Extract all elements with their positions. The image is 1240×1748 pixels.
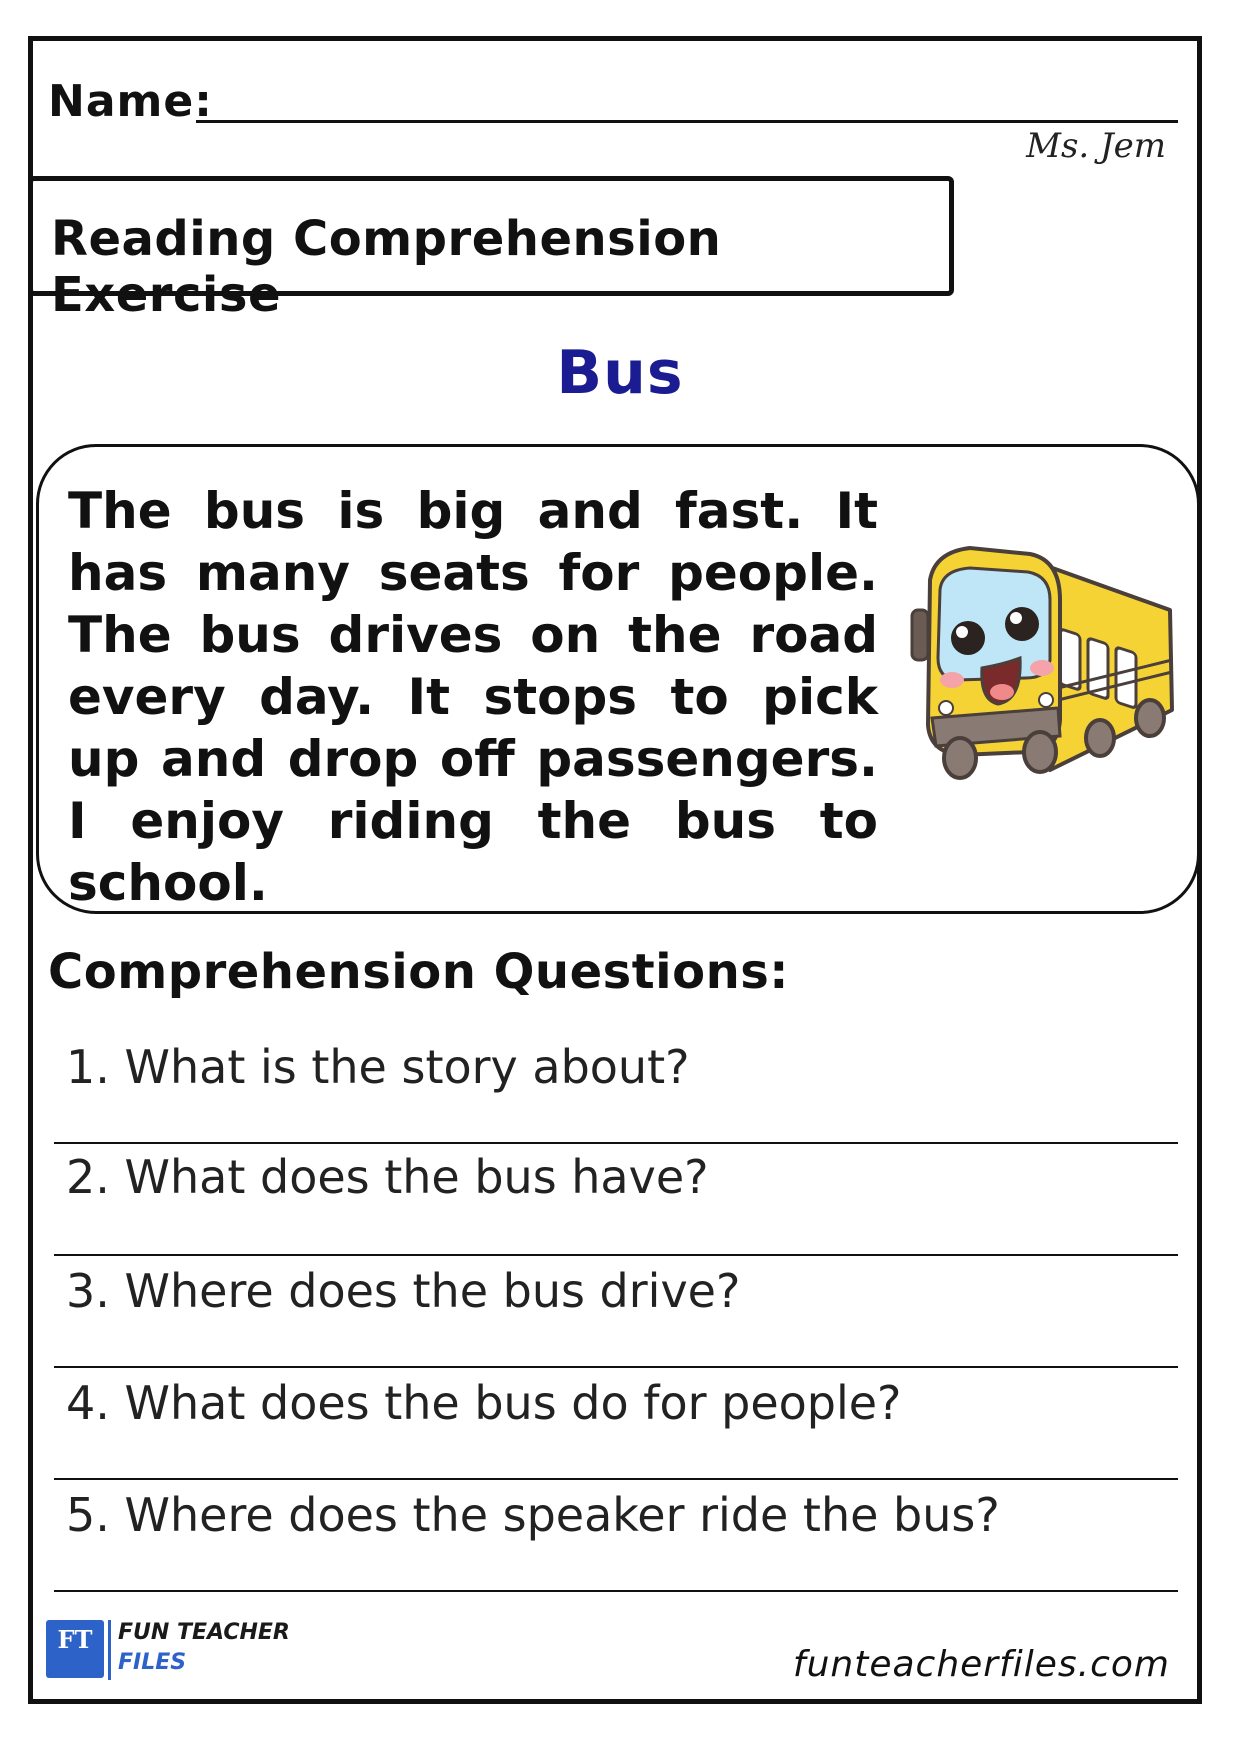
logo-text-line1: FUN TEACHER	[118, 1620, 290, 1645]
logo-divider	[108, 1620, 111, 1680]
question-1: 1. What is the story about?	[66, 1040, 690, 1094]
name-label: Name:	[48, 76, 213, 127]
bus-wheel	[1086, 720, 1114, 756]
name-row	[48, 70, 1178, 130]
answer-line-3[interactable]	[54, 1366, 1178, 1368]
name-answer-line[interactable]	[196, 120, 1178, 123]
website-url: funteacherfiles.com	[792, 1644, 1170, 1685]
answer-line-5[interactable]	[54, 1590, 1178, 1592]
question-4: 4. What does the bus do for people?	[66, 1376, 902, 1430]
bus-wheel	[1136, 700, 1164, 736]
answer-line-4[interactable]	[54, 1478, 1178, 1480]
ft-logo-icon: FT	[46, 1620, 104, 1678]
answer-line-2[interactable]	[54, 1254, 1178, 1256]
bus-eye-right	[1005, 607, 1039, 641]
questions-heading: Comprehension Questions:	[48, 944, 789, 1000]
fun-teacher-files-logo	[46, 1620, 296, 1684]
worksheet-title: Reading Comprehension Exercise	[51, 211, 722, 323]
bus-wheel	[944, 738, 976, 778]
bus-wheel	[1024, 732, 1056, 772]
bus-eye-left	[951, 621, 985, 655]
question-3: 3. Where does the bus drive?	[66, 1264, 741, 1318]
bus-illustration	[910, 540, 1190, 800]
worksheet-title-box	[28, 176, 954, 323]
author-signature: Ms. Jem	[1026, 126, 1166, 166]
question-2: 2. What does the bus have?	[66, 1150, 709, 1204]
logo-text-line2: FILES	[118, 1650, 187, 1675]
story-title: Bus	[556, 338, 684, 408]
answer-line-1[interactable]	[54, 1142, 1178, 1144]
question-5: 5. Where does the speaker ride the bus?	[66, 1488, 1000, 1542]
story-paragraph: The bus is big and fast. It has many seats for people. The bus drives on the road every day. It stops to pick up and drop off passengers. I enjoy riding the bus to school.	[68, 482, 878, 912]
